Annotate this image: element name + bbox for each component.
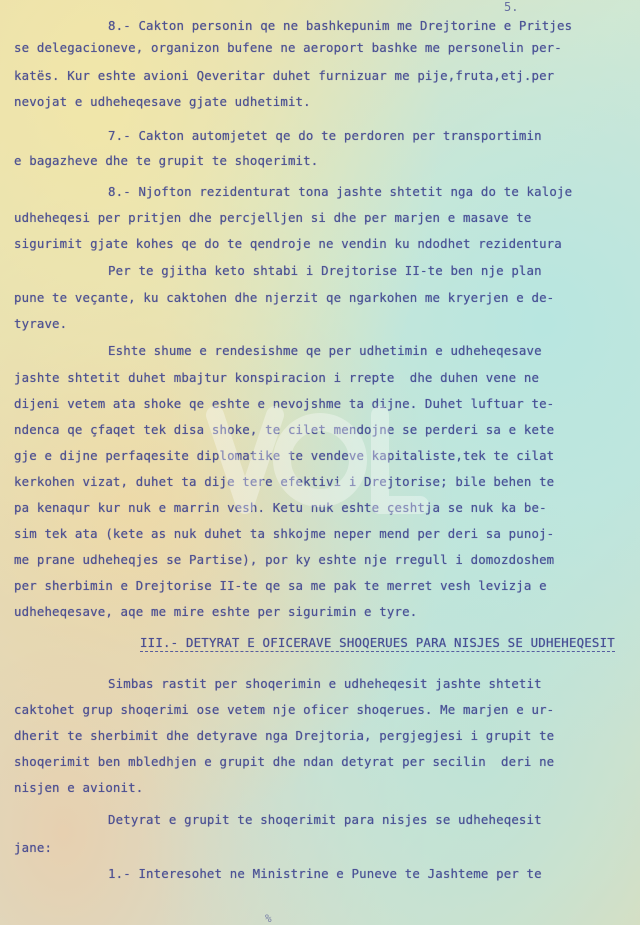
paragraph-line: Per te gjitha keto shtabi i Drejtorise II-te ben nje plan bbox=[108, 263, 542, 278]
paragraph-line: jane: bbox=[14, 840, 53, 855]
paragraph-line: dijeni vetem ata shoke qe eshte e nevojshme ta dijne. Duhet luftuar te- bbox=[14, 396, 555, 411]
watermark-image bbox=[205, 395, 435, 525]
paragraph-line: Detyrat e grupit te shoqerimit para nisjes se udheheqesit bbox=[108, 812, 542, 827]
paragraph-line: tyrave. bbox=[14, 316, 68, 331]
page-number: 5. bbox=[504, 0, 519, 14]
paragraph-line: Eshte shume e rendesishme qe per udhetimin e udheheqesave bbox=[108, 343, 542, 358]
paragraph-line: nevojat e udheheqesave gjate udhetimit. bbox=[14, 94, 311, 109]
section-heading: III.- DETYRAT E OFICERAVE SHOQERUES PARA NISJES SE UDHEHEQESIT bbox=[140, 637, 615, 652]
paragraph-line: Simbas rastit per shoqerimin e udheheqesit jashte shtetit bbox=[108, 676, 542, 691]
paragraph-line: dherit te sherbimit dhe detyrave nga Drejtoria, pergjegjesi i grupit te bbox=[14, 728, 555, 743]
paragraph-line: ndenca qe çfaqet tek disa shoke, te cilet mendojne se perderi sa e kete bbox=[14, 422, 555, 437]
paragraph-line: udheheqesave, aqe me mire eshte per sigurimin e tyre. bbox=[14, 604, 418, 619]
paragraph-line: per sherbimin e Drejtorise II-te qe sa me pak te merret vesh levizja e bbox=[14, 578, 547, 593]
paragraph-line: pa kenaqur kur nuk e marrin vesh. Ketu nuk eshte çeshtja se nuk ka be- bbox=[14, 500, 547, 515]
paragraph-line: pune te veçante, ku caktohen dhe njerzit qe ngarkohen me kryerjen e de- bbox=[14, 290, 555, 305]
paragraph-line: nisjen e avionit. bbox=[14, 780, 144, 795]
paragraph-line: 7.- Cakton automjetet qe do te perdoren per transportimin bbox=[108, 128, 542, 143]
paragraph-line: jashte shtetit duhet mbajtur konspiracion i rrepte dhe duhen vene ne bbox=[14, 370, 540, 385]
paragraph-line: me prane udheheqjes se Partise), por ky eshte nje rregull i domozdoshem bbox=[14, 552, 555, 567]
paragraph-line: e bagazheve dhe te grupit te shoqerimit. bbox=[14, 153, 319, 168]
paragraph-line: kerkohen vizat, duhet ta dije tere efektivi i Drejtorise; bile behen te bbox=[14, 474, 555, 489]
paragraph-line: se delegacioneve, organizon bufene ne aeroport bashke me personelin per- bbox=[14, 40, 562, 55]
paragraph-line: gje e dijne perfaqesite diplomatike te vendeve kapitaliste,tek te cilat bbox=[14, 448, 555, 463]
bottom-mark: % bbox=[265, 912, 272, 925]
paragraph-line: katës. Kur eshte avioni Qeveritar duhet furnizuar me pije,fruta,etj.per bbox=[14, 68, 555, 83]
paragraph-line: 8.- Cakton personin qe ne bashkepunim me Drejtorine e Pritjes bbox=[108, 18, 573, 33]
paragraph-line: udheheqesi per pritjen dhe percjelljen si dhe per marjen e masave te bbox=[14, 210, 532, 225]
paragraph-line: 1.- Interesohet ne Ministrine e Puneve te Jashteme per te bbox=[108, 866, 542, 881]
paragraph-line: sim tek ata (kete as nuk duhet ta shkojme neper mend per deri sa punoj- bbox=[14, 526, 555, 541]
paragraph-line: sigurimit gjate kohes qe do te qendroje ne vendin ku ndodhet rezidentura bbox=[14, 236, 562, 251]
paragraph-line: 8.- Njofton rezidenturat tona jashte shtetit nga do te kaloje bbox=[108, 184, 573, 199]
paragraph-line: shoqerimit ben mbledhjen e grupit dhe ndan detyrat per secilin deri ne bbox=[14, 754, 555, 769]
paragraph-line: caktohet grup shoqerimi ose vetem nje oficer shoqerues. Me marjen e ur- bbox=[14, 702, 555, 717]
